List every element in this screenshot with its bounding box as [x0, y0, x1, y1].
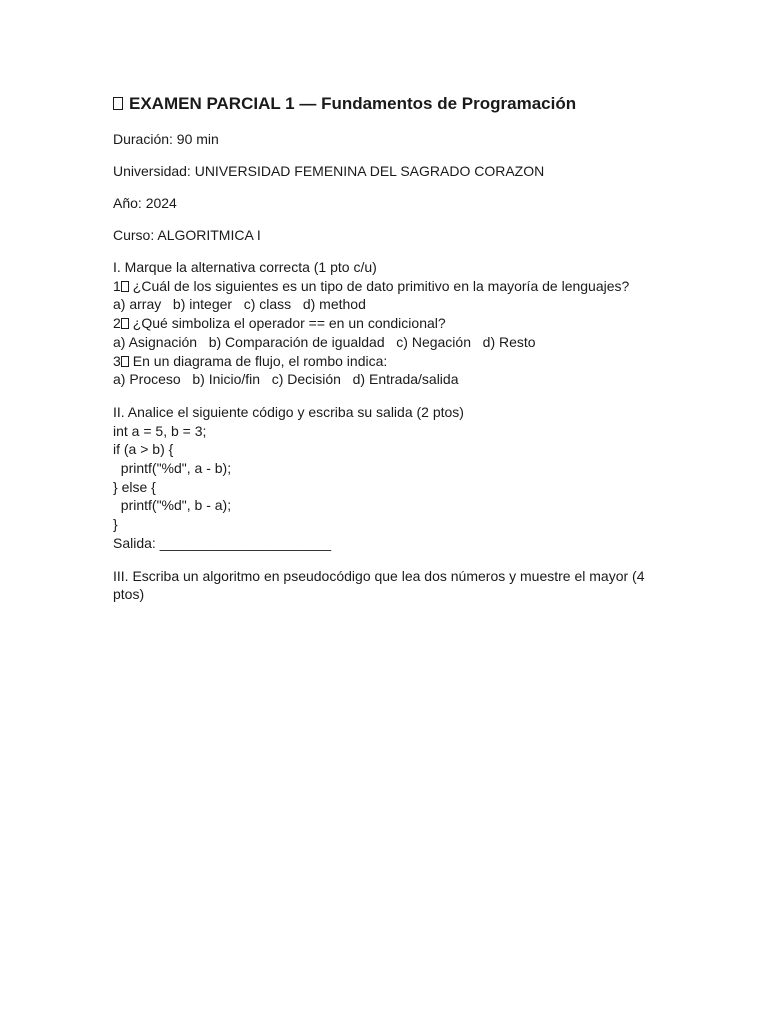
question-3-number: 3: [113, 352, 121, 369]
question-1: [113, 277, 673, 296]
course-line: Curso: ALGORITMICA I: [113, 227, 261, 243]
question-3-options: a) Proceso b) Inicio/fin c) Decisión d) Entrada/salida: [113, 371, 459, 388]
exam-title: [113, 92, 673, 116]
question-1-number: 1: [113, 277, 121, 294]
missing-glyph-icon: [113, 97, 123, 110]
section-1: [113, 258, 673, 389]
question-2-options: a) Asignación b) Comparación de igualdad c) Negación d) Resto: [113, 333, 536, 350]
question-2: [113, 314, 673, 333]
section-3: [113, 567, 673, 604]
exam-title-text: EXAMEN PARCIAL 1 — Fundamentos de Programación: [129, 94, 577, 113]
section-3-heading: III. Escriba un algoritmo en pseudocódigo que lea dos números y muestre el mayor (4 ptos): [113, 567, 645, 603]
code-line: printf("%d", a - b);: [113, 460, 232, 477]
section-2: [113, 403, 673, 553]
missing-glyph-icon: [121, 356, 129, 367]
question-3: [113, 352, 673, 371]
university-line: Universidad: UNIVERSIDAD FEMENINA DEL SAGRADO CORAZON: [113, 163, 545, 179]
code-line: printf("%d", b - a);: [113, 497, 232, 514]
answer-line: Salida: ______________________: [113, 534, 331, 551]
exam-page: [113, 92, 673, 618]
question-3-text: En un diagrama de flujo, el rombo indica:: [132, 352, 388, 369]
code-line: } else {: [113, 478, 156, 495]
year-line: Año: 2024: [113, 195, 177, 211]
section-2-heading: II. Analice el siguiente código y escriba su salida (2 ptos): [113, 403, 464, 420]
question-1-options: a) array b) integer c) class d) method: [113, 296, 366, 313]
code-line: if (a > b) {: [113, 441, 174, 458]
question-2-text: ¿Qué simboliza el operador == en un condicional?: [132, 315, 446, 332]
code-line: int a = 5, b = 3;: [113, 422, 207, 439]
code-line: }: [113, 516, 118, 533]
duration-line: Duración: 90 min: [113, 131, 219, 147]
section-1-heading: I. Marque la alternativa correcta (1 pto c/u): [113, 259, 377, 275]
missing-glyph-icon: [121, 318, 129, 329]
question-1-text: ¿Cuál de los siguientes es un tipo de dato primitivo en la mayoría de lenguajes?: [132, 277, 630, 294]
missing-glyph-icon: [121, 281, 129, 292]
question-2-number: 2: [113, 315, 121, 332]
